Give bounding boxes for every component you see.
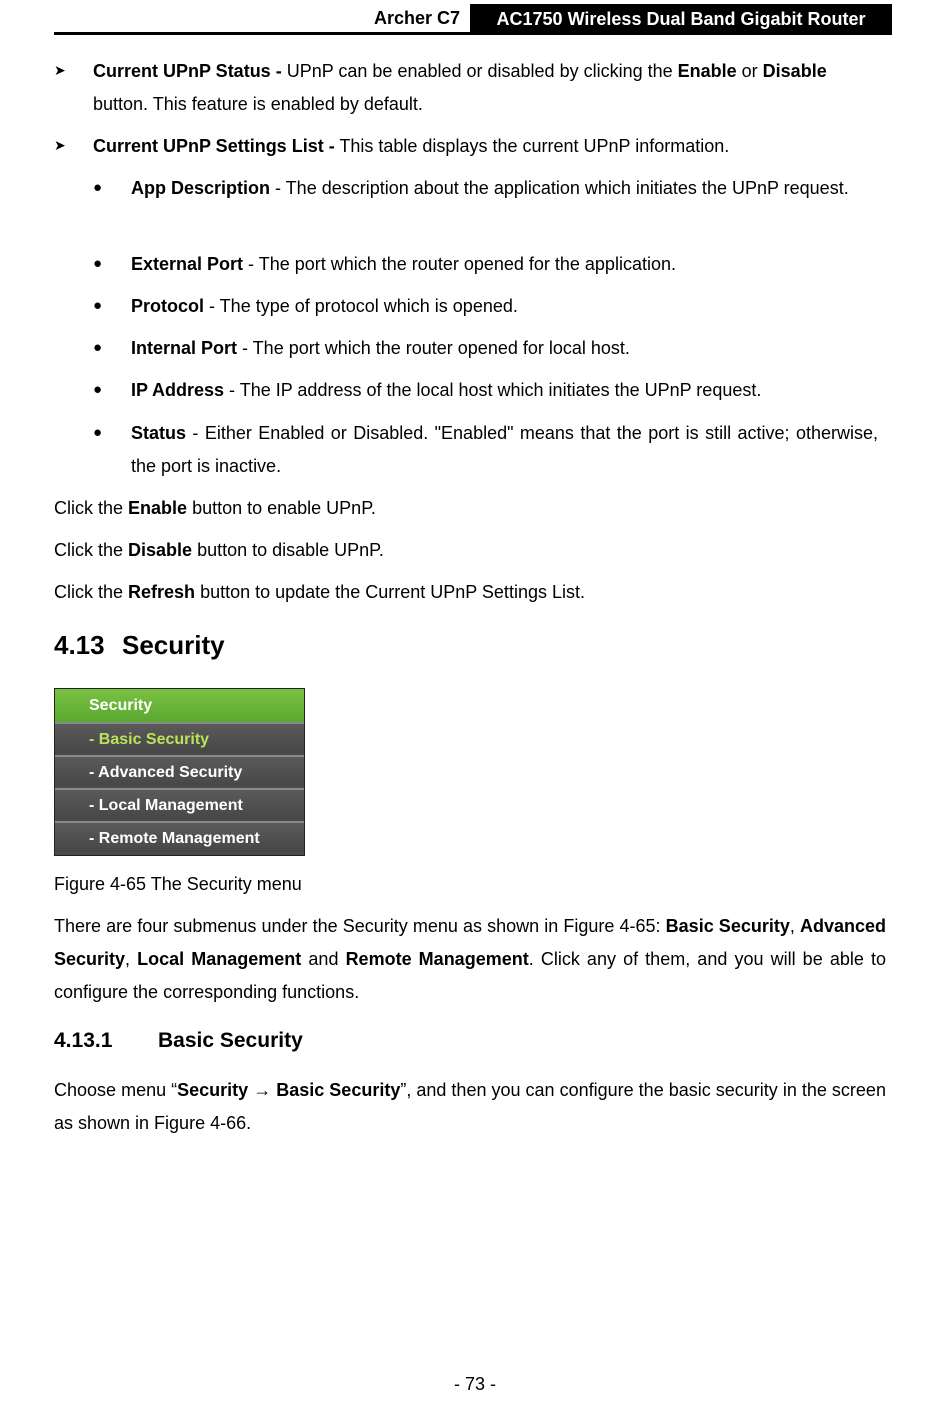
intro-paragraph: There are four submenus under the Security menu as shown in Figure 4-65: Basic Security, Advanced Security, Local Management and Remote Management. Click any of them, and you will be able to configure the corresponding functions. <box>54 916 886 1002</box>
menu-item-remote-management[interactable]: - Remote Management <box>55 821 304 852</box>
dot-bullet-icon: ● <box>93 381 103 398</box>
dot-bullet-icon: ● <box>93 297 103 314</box>
arrow-bullet-icon: ➤ <box>54 137 66 153</box>
dot-bullet-icon: ● <box>93 339 103 356</box>
sub-bullet-protocol: Protocol - The type of protocol which is opened. <box>131 296 518 316</box>
menu-item-local-management[interactable]: - Local Management <box>55 788 304 819</box>
choose-menu-paragraph: Choose menu “Security → Basic Security”, and then you can configure the basic security in the screen as shown in Figure 4-66. <box>54 1080 886 1133</box>
click-refresh-text: Click the Refresh button to update the Current UPnP Settings List. <box>54 582 585 602</box>
menu-security-header[interactable]: Security <box>55 689 304 722</box>
page-header <box>54 4 892 32</box>
menu-item-advanced-security[interactable]: - Advanced Security <box>55 755 304 786</box>
menu-item-basic-security[interactable]: - Basic Security <box>55 722 304 753</box>
dot-bullet-icon: ● <box>93 255 103 272</box>
bullet-upnp-settings-list: Current UPnP Settings List - This table displays the current UPnP information. <box>93 136 730 156</box>
header-model: Archer C7 <box>373 8 460 28</box>
page-number: - 73 - <box>453 1374 496 1394</box>
right-arrow-icon: → <box>253 1080 272 1100</box>
sub-bullet-ip-address: IP Address - The IP address of the local host which initiates the UPnP request. <box>131 380 762 400</box>
figure-caption: Figure 4-65 The Security menu <box>54 874 302 894</box>
sub-bullet-internal-port: Internal Port - The port which the router opened for local host. <box>131 338 630 358</box>
dot-bullet-icon: ● <box>93 424 103 441</box>
sub-bullet-external-port: External Port - The port which the router opened for the application. <box>131 254 676 274</box>
sub-bullet-app-description: App Description - The description about the application which initiates the UPnP request. <box>131 178 849 198</box>
arrow-bullet-icon: ➤ <box>54 62 66 78</box>
subsection-heading: 4.13.1 Basic Security <box>54 1029 303 1052</box>
header-product-title: AC1750 Wireless Dual Band Gigabit Router <box>470 4 892 34</box>
header-rule <box>54 32 892 35</box>
security-menu-figure <box>54 688 305 856</box>
section-heading: 4.13 Security <box>54 630 225 660</box>
sub-bullet-status: Status - Either Enabled or Disabled. "Enabled" means that the port is still active; otherwise, the port is inactive. <box>131 423 878 476</box>
click-disable-text: Click the Disable button to disable UPnP. <box>54 540 384 560</box>
dot-bullet-icon: ● <box>93 179 103 196</box>
bullet-upnp-status: Current UPnP Status - UPnP can be enabled or disabled by clicking the Enable or Disable button. This feature is enabled by default. <box>93 61 827 114</box>
click-enable-text: Click the Enable button to enable UPnP. <box>54 498 376 518</box>
